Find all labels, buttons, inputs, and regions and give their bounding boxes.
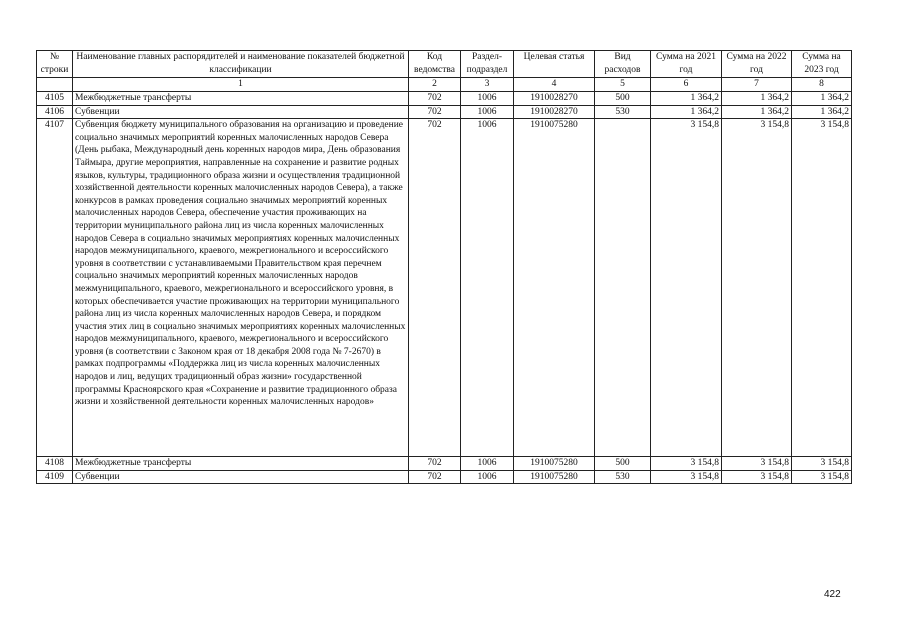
target-code: 1910075280 (514, 470, 595, 484)
table-row (37, 470, 852, 484)
row-number: 4109 (37, 470, 73, 484)
column-number: 6 (651, 78, 722, 92)
row-number: 4106 (37, 105, 73, 119)
row-number: 4105 (37, 92, 73, 106)
sum-2023: 1 364,2 (792, 105, 852, 119)
page-number: 422 (824, 589, 841, 600)
table-row (37, 105, 852, 119)
dept-code: 702 (409, 92, 461, 106)
section-code: 1006 (461, 119, 514, 457)
header-row (37, 51, 852, 78)
sum-2021: 1 364,2 (651, 105, 722, 119)
col-header-name: Наименование главных распорядителей и наименование показателей бюджетной классификации (73, 51, 409, 78)
section-code: 1006 (461, 105, 514, 119)
col-header-expense-type: Вид расходов (595, 51, 651, 78)
sum-2022: 1 364,2 (722, 105, 792, 119)
sum-2021: 1 364,2 (651, 92, 722, 106)
table-row (37, 457, 852, 471)
sum-2021: 3 154,8 (651, 119, 722, 457)
column-number: 2 (409, 78, 461, 92)
dept-code: 702 (409, 119, 461, 457)
sum-2022: 3 154,8 (722, 457, 792, 471)
expense-type: 530 (595, 470, 651, 484)
section-code: 1006 (461, 457, 514, 471)
target-code: 1910028270 (514, 92, 595, 106)
expense-type: 500 (595, 457, 651, 471)
row-name: Субвенция бюджету муниципального образования на организацию и проведение социально значимых мероприятий коренных малочисленных народов Севера (День рыбака, Международный день коренных народов мира, День образования Таймыра, другие мероприятия, направленные на сохранение и развитие родных языков, культуры, традиционного образа жизни и осуществления традиционной хозяйственной деятельности коренных малочисленных народов Севера), а также конкурсов в рамках проведения социально значимых мероприятий коренных малочисленных народов Севера, обеспечение участия проживающих на территории муниципального района лиц из числа коренных малочисленных народов Севера в социально значимых мероприятиях коренных малочисленных народов межмуниципального, краевого, межрегионального и всероссийского уровня в соответствии с устанавливаемыми Правительством края перечнем социально значимых мероприятий коренных малочисленных народов межмуниципального, краевого, межрегионального и всероссийского уровня, в которых обеспечивается участие проживающих на территории муниципального района лиц из числа коренных малочисленных народов Севера, и порядком участия этих лиц в социально значимых мероприятиях коренных малочисленных народов межмуниципального, краевого, межрегионального и всероссийского уровня (в соответствии с Законом края от 18 декабря 2008 года № 7-2670) в рамках подпрограммы «Поддержка лиц из числа коренных малочисленных народов и лиц, ведущих традиционный образ жизни» государственной программы Красноярского края «Сохранение и развитие традиционного образа жизни и хозяйственной деятельности коренных малочисленных народов» (73, 119, 409, 457)
sum-2023: 1 364,2 (792, 92, 852, 106)
section-code: 1006 (461, 470, 514, 484)
row-number: 4107 (37, 119, 73, 457)
col-header-sum-2023: Сумма на 2023 год (792, 51, 852, 78)
table-row (37, 119, 852, 457)
col-header-row-no: № строки (37, 51, 73, 78)
sum-2023: 3 154,8 (792, 457, 852, 471)
table-row (37, 92, 852, 106)
col-header-section: Раздел-подраздел (461, 51, 514, 78)
column-number: 3 (461, 78, 514, 92)
column-number: 4 (514, 78, 595, 92)
dept-code: 702 (409, 457, 461, 471)
sum-2022: 3 154,8 (722, 470, 792, 484)
dept-code: 702 (409, 105, 461, 119)
col-header-sum-2021: Сумма на 2021 год (651, 51, 722, 78)
sum-2023: 3 154,8 (792, 119, 852, 457)
row-name: Межбюджетные трансферты (73, 92, 409, 106)
dept-code: 702 (409, 470, 461, 484)
expense-type: 530 (595, 105, 651, 119)
col-header-target: Целевая статья (514, 51, 595, 78)
expense-type (595, 119, 651, 457)
column-number: 7 (722, 78, 792, 92)
column-number: 8 (792, 78, 852, 92)
column-number: 5 (595, 78, 651, 92)
column-number-row (37, 78, 852, 92)
row-number: 4108 (37, 457, 73, 471)
row-name: Межбюджетные трансферты (73, 457, 409, 471)
target-code: 1910028270 (514, 105, 595, 119)
row-name: Субвенции (73, 470, 409, 484)
sum-2022: 1 364,2 (722, 92, 792, 106)
expense-type: 500 (595, 92, 651, 106)
target-code: 1910075280 (514, 119, 595, 457)
sum-2021: 3 154,8 (651, 470, 722, 484)
sum-2023: 3 154,8 (792, 470, 852, 484)
sum-2022: 3 154,8 (722, 119, 792, 457)
budget-table (36, 50, 852, 484)
column-number: 1 (73, 78, 409, 92)
sum-2021: 3 154,8 (651, 457, 722, 471)
target-code: 1910075280 (514, 457, 595, 471)
col-header-sum-2022: Сумма на 2022 год (722, 51, 792, 78)
col-header-dept-code: Код ведомства (409, 51, 461, 78)
section-code: 1006 (461, 92, 514, 106)
column-number (37, 78, 73, 92)
row-name: Субвенции (73, 105, 409, 119)
